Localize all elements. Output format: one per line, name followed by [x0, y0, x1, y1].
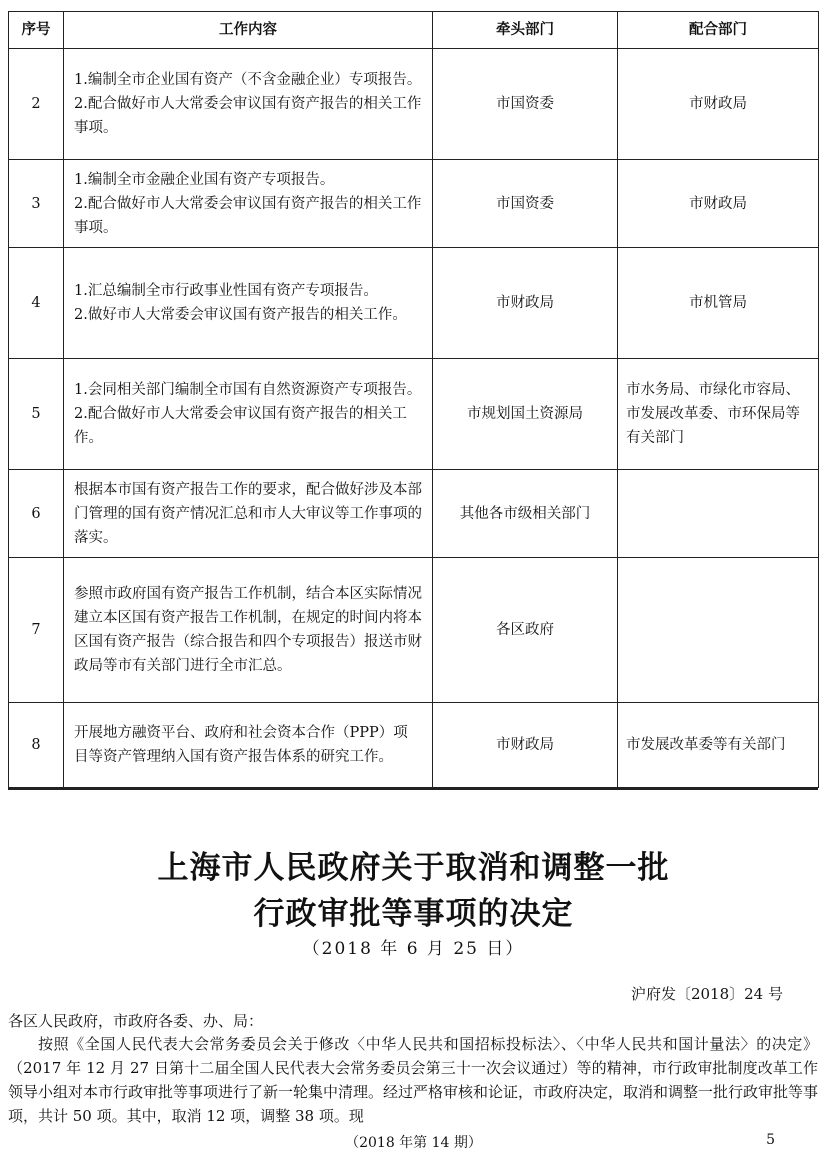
content-item: 2.做好市人大常委会审议国有资产报告的相关工作。 [74, 307, 407, 323]
issue-footer: （2018 年第 14 期） [345, 1135, 482, 1151]
row-number: 5 [9, 359, 64, 470]
addressee: 各区人民政府，市政府各委、办、局： [8, 1012, 264, 1030]
table-row [9, 359, 819, 470]
row-number: 2 [9, 49, 64, 160]
content-item: 2.配合做好市人大常委会审议国有资产报告的相关工作事项。 [74, 96, 422, 136]
row-lead-dept: 市规划国土资源局 [433, 359, 618, 470]
row-number: 7 [9, 558, 64, 703]
row-coop-dept: 市财政局 [618, 49, 819, 160]
content-item: 1.编制全市企业国有资产（不含金融企业）专项报告。 [74, 72, 422, 88]
row-number: 6 [9, 470, 64, 558]
row-content [64, 248, 433, 359]
header-coop-dept: 配合部门 [618, 12, 819, 49]
row-coop-dept: 市财政局 [618, 160, 819, 248]
row-content [64, 49, 433, 160]
content-item: 参照市政府国有资产报告工作机制，结合本区实际情况建立本区国有资产报告工作机制，在规定的时间内将本区国有资产报告（综合报告和四个专项报告）报送市财政局等市有关部门进行全市汇总。 [74, 586, 422, 674]
table-row [9, 49, 819, 160]
content-item: 2.配合做好市人大常委会审议国有资产报告的相关工作事项。 [74, 195, 422, 236]
table-row [9, 470, 819, 558]
header-number: 序号 [9, 12, 64, 49]
decision-body: 按照《全国人民代表大会常务委员会关于修改〈中华人民共和国招标投标法〉、〈中华人民共和国计量法〉的决定》（2017 年 12 月 27 日第十二届全国人民代表大会常务委员会第三十一次会议通过）等的精神，市行政审批制度改革工作领导小组对本市行政审批等事项进行了新一轮集中清理。经过严格审核和论证，市政府决定，取消和调整一批行政审批等事项，共计 50 项。其中，取消 12 项，调整 38 项。现 [8, 1035, 819, 1125]
content-item: 1.编制全市金融企业国有资产专项报告。 [74, 171, 335, 188]
content-item: 1.汇总编制全市行政事业性国有资产专项报告。 [74, 283, 378, 299]
row-content [64, 160, 433, 248]
decision-title-line1: 上海市人民政府关于取消和调整一批 [157, 850, 670, 886]
row-lead-dept: 市财政局 [433, 248, 618, 359]
row-number: 8 [9, 703, 64, 788]
table-header-row [9, 12, 819, 49]
table-row [9, 558, 819, 703]
row-coop-dept: 市发展改革委等有关部门 [618, 703, 819, 788]
row-lead-dept: 其他各市级相关部门 [433, 470, 618, 558]
decision-title-line2: 行政审批等事项的决定 [253, 896, 574, 932]
row-coop-dept: 市水务局、市绿化市容局、市发展改革委、市环保局等有关部门 [618, 359, 819, 470]
content-item: 2.配合做好市人大常委会审议国有资产报告的相关工作。 [74, 406, 407, 446]
header-lead-dept: 牵头部门 [433, 12, 618, 49]
header-content: 工作内容 [64, 12, 433, 49]
content-item: 根据本市国有资产报告工作的要求，配合做好涉及本部门管理的国有资产情况汇总和市人大审议等工作事项的落实。 [74, 481, 422, 546]
row-coop-dept: 市机管局 [618, 248, 819, 359]
row-content [64, 359, 433, 470]
row-content [64, 703, 433, 788]
row-lead-dept: 市国资委 [433, 49, 618, 160]
row-number: 4 [9, 248, 64, 359]
table-row [9, 703, 819, 788]
table-row [9, 160, 819, 248]
content-item: 开展地方融资平台、政府和社会资本合作（PPP）项目等资产管理纳入国有资产报告体系的研究工作。 [74, 725, 408, 765]
row-number: 3 [9, 160, 64, 248]
content-item: 1.会同相关部门编制全市国有自然资源资产专项报告。 [74, 382, 422, 398]
document-number: 沪府发〔2018〕24 号 [630, 985, 783, 1003]
table-row [9, 248, 819, 359]
decision-date: （2018 年 6 月 25 日） [302, 939, 525, 959]
row-coop-dept [618, 470, 819, 558]
row-coop-dept [618, 558, 819, 703]
row-lead-dept: 市国资委 [433, 160, 618, 248]
row-content [64, 470, 433, 558]
row-lead-dept: 各区政府 [433, 558, 618, 703]
row-lead-dept: 市财政局 [433, 703, 618, 788]
page-number: 5 [766, 1132, 775, 1148]
task-table [8, 11, 819, 788]
table-bottom-rule [8, 788, 818, 790]
row-content [64, 558, 433, 703]
